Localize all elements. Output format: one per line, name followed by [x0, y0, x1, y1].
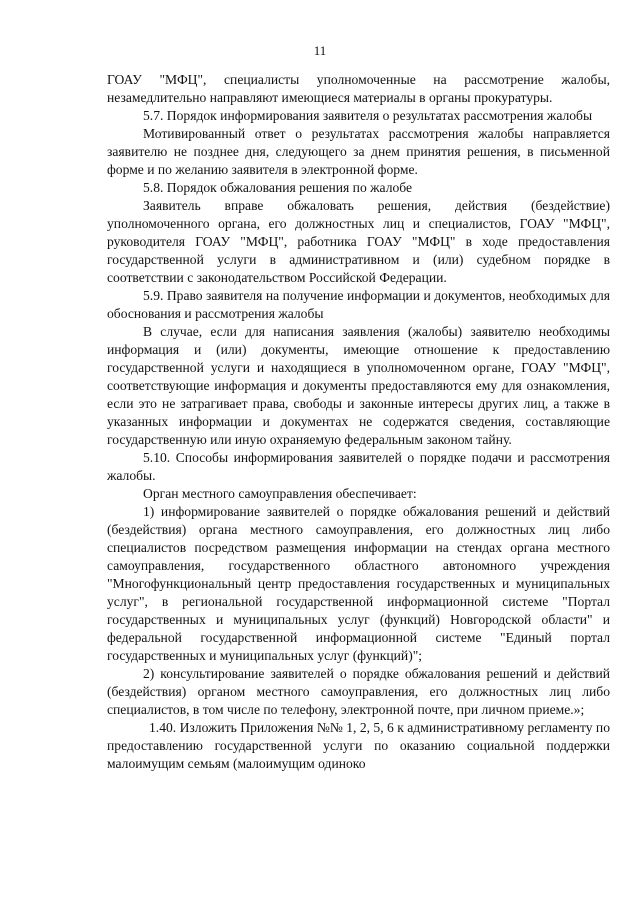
paragraph-mfc-prosecutor: ГОАУ "МФЦ", специалисты уполномоченные на рассмотрение жалобы, незамедлительно направляют имеющиеся материалы в органы прокуратуры.: [107, 72, 610, 105]
heading-5-9: 5.9. Право заявителя на получение информации и документов, необходимых для обоснования и рассмотрения жалобы: [107, 288, 610, 321]
paragraph-1-40: 1.40. Изложить Приложения №№ 1, 2, 5, 6 к административному регламенту по предоставлению государственной услуги по оказанию социальной поддержки малоимущим семьям (малоимущим одиноко: [107, 720, 610, 771]
page-number: 11: [313, 43, 327, 58]
paragraph-appeal-right: Заявитель вправе обжаловать решения, действия (бездействие) уполномоченного органа, его должностных лиц и специалистов, ГОАУ "МФЦ", руководителя ГОАУ "МФЦ", работника ГОАУ "МФЦ" в ходе предоставления государственной услуги в административном и (или) судебном порядке в соответствии с законодательством Российской Федерации.: [107, 198, 610, 285]
list-item-1-informing: 1) информирование заявителей о порядке обжалования решений и действий (бездействия) органа местного самоуправления, его должностных лиц либо специалистов посредством размещения информации на стендах органа местного самоуправления, государственного областного автономного учреждения "Многофункциональный центр предоставления государственных и муниципальных услуг", в региональной государственной информационной системе "Портал государственных и муниципальных услуг (функций) Новгородской области" и федеральной государственной информационной системе "Единый портал государственных и муниципальных услуг (функций)";: [107, 504, 610, 663]
document-body: [107, 71, 610, 773]
heading-5-8: 5.8. Порядок обжалования решения по жалобе: [143, 180, 413, 195]
heading-5-10: 5.10. Способы информирования заявителей о порядке подачи и рассмотрения жалобы.: [107, 450, 610, 483]
paragraph-documents-access: В случае, если для написания заявления (жалобы) заявителю необходимы информация и (или) документы, имеющие отношение к предоставлению государственной услуги и находящиеся в уполномоченном органе, ГОАУ "МФЦ", соответствующие информация и документы предоставляются ему для ознакомления, если это не затрагивает права, свободы и законные интересы других лиц, а также в указанных информации и документах не содержатся сведения, составляющие государственную или иную охраняемую федеральным законом тайну.: [107, 324, 610, 447]
paragraph-reasoned-answer: Мотивированный ответ о результатах рассмотрения жалобы направляется заявителю не позднее дня, следующего за днем принятия решения, в письменной форме и по желанию заявителя в электронной форме.: [107, 126, 610, 177]
paragraph-local-authority: Орган местного самоуправления обеспечивает:: [143, 486, 417, 501]
list-item-2-consulting: 2) консультирование заявителей о порядке обжалования решений и действий (бездействия) органом местного самоуправления, его должностных лиц либо специалистов, в том числе по телефону, электронной почте, при личном приеме.»;: [107, 666, 610, 717]
heading-5-7: 5.7. Порядок информирования заявителя о результатах рассмотрения жалобы: [143, 108, 593, 123]
